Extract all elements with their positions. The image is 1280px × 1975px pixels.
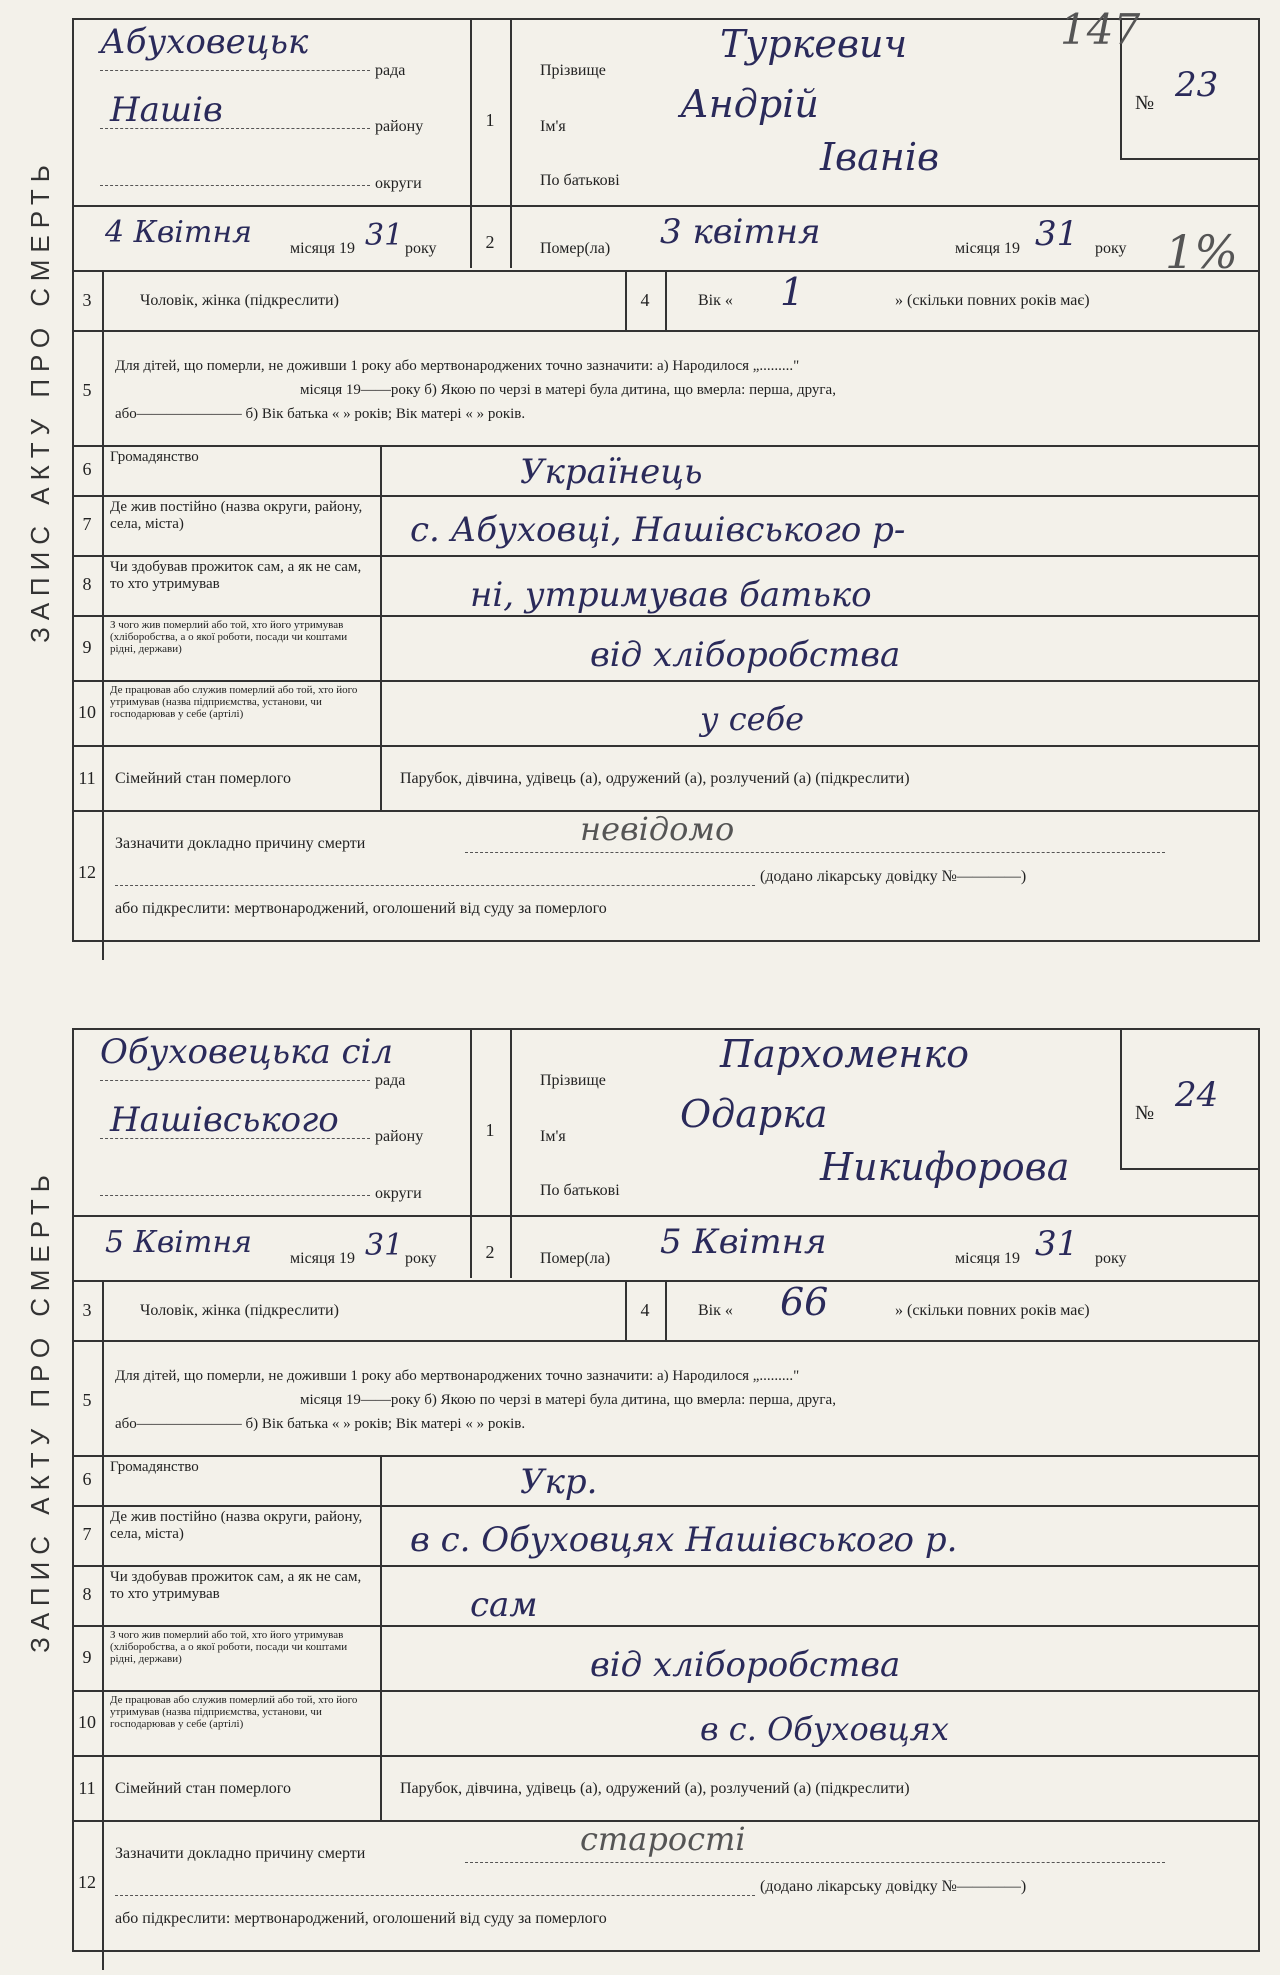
- roku-label: року: [405, 1250, 437, 1267]
- name-value: Андрій: [680, 82, 819, 126]
- divider: [72, 1625, 1260, 1627]
- number-value: 23: [1175, 65, 1219, 105]
- rada-line: [100, 70, 370, 71]
- divider: [72, 205, 1260, 207]
- corner-mark: 147: [1060, 5, 1141, 54]
- divider: [510, 1028, 512, 1278]
- stillborn-note: або підкреслити: мертвонароджений, оголошений від суду за померлого: [115, 1910, 607, 1927]
- marital-options: Парубок, дівчина, удівець (а), одружений (а), розлучений (а) (підкреслити): [400, 770, 910, 787]
- name-label: Ім'я: [540, 1128, 566, 1145]
- number-label: №: [1135, 92, 1155, 114]
- row-number: 1: [485, 110, 495, 130]
- raion-label: району: [375, 1128, 424, 1145]
- row-number: 1: [485, 1120, 495, 1140]
- raion-value: Нашів: [110, 90, 223, 130]
- patronymic-label: По батькові: [540, 172, 620, 189]
- row-number: 9: [82, 1646, 92, 1667]
- age-tail: » (скільки повних років має): [895, 292, 1090, 309]
- raion-value: Нашівського: [110, 1100, 339, 1140]
- cause-value: невідомо: [580, 810, 735, 848]
- row-number: 5: [82, 1390, 92, 1410]
- doctor-note: (додано лікарську довідку №————): [760, 1878, 1027, 1895]
- divider: [72, 330, 1260, 332]
- row-number: 9: [82, 636, 92, 657]
- pomer-label: Помер(ла): [540, 240, 611, 257]
- residence-value: в с. Обуховцях Нашівського р.: [410, 1520, 958, 1560]
- work-label: Де працював або служив померлий або той, хто його утримував (назва підприємства, установи, чи господарював у себе (артілі): [110, 1694, 358, 1730]
- row-number: 8: [82, 574, 92, 594]
- row5-line-a: Для дітей, що померли, не доживши 1 року або мертвонароджених точно зазначити: а) Народилося „.........": [115, 358, 800, 374]
- name-value: Одарка: [680, 1092, 828, 1136]
- row-number: 10: [78, 1711, 96, 1732]
- divider: [665, 1280, 667, 1340]
- divider: [72, 1215, 1260, 1217]
- day-value: 4 Квітня: [105, 215, 252, 250]
- row-number: 12: [78, 1872, 96, 1892]
- pomer-label: Помер(ла): [540, 1250, 611, 1267]
- row-number: 6: [82, 459, 92, 479]
- work-value: у себе: [700, 700, 805, 738]
- cause-value: старості: [580, 1820, 746, 1858]
- row-number: 8: [82, 1584, 92, 1604]
- divider: [470, 18, 472, 268]
- citizenship-label: Громадянство: [110, 449, 199, 465]
- cause-line-2: [115, 1895, 755, 1896]
- income-label: З чого жив померлий або той, хто його утримував (хліборобства, а о якої роботи, посади чи коштами рідні, держави): [110, 619, 348, 655]
- income-label: З чого жив померлий або той, хто його утримував (хліборобства, а о якої роботи, посади чи коштами рідні, держави): [110, 1629, 348, 1665]
- divider: [665, 270, 667, 330]
- death-roku-label: року: [1095, 1250, 1127, 1267]
- row-number: 3: [82, 290, 92, 310]
- rada-value: Обуховецька сіл: [100, 1032, 394, 1072]
- death-record-1: [0, 0, 1280, 965]
- support-label: Чи здобував прожиток сам, а як не сам, то хто утримував: [110, 559, 362, 592]
- doctor-note: (додано лікарську довідку №————): [760, 868, 1027, 885]
- sex-label: Чоловік, жінка (підкреслити): [140, 1302, 339, 1319]
- cause-label: Зазначити докладно причину смерти: [115, 835, 366, 852]
- raion-line: [100, 128, 370, 129]
- cause-line: [465, 1862, 1165, 1863]
- death-day-value: 5 Квітня: [660, 1222, 827, 1262]
- divider: [72, 1340, 1260, 1342]
- side-title-text: ЗАПИС АКТУ ПРО СМЕРТЬ: [24, 1167, 55, 1653]
- marital-label: Сімейний стан померлого: [115, 1780, 291, 1797]
- work-value: в с. Обуховцях: [700, 1710, 949, 1748]
- month-label: місяця 19: [290, 1250, 355, 1267]
- age-value: 66: [780, 1280, 829, 1324]
- form-frame: [72, 1028, 1260, 1952]
- row-number: 10: [78, 701, 96, 722]
- residence-value: с. Абуховці, Нашівського р-: [410, 510, 906, 550]
- row-number: 7: [82, 1524, 92, 1544]
- divider: [1120, 1168, 1260, 1170]
- side-title: [14, 40, 66, 760]
- raion-line: [100, 1138, 370, 1139]
- okruhy-line: [100, 1195, 370, 1196]
- divider: [1120, 158, 1260, 160]
- income-value: від хліборобства: [590, 635, 901, 675]
- stillborn-note: або підкреслити: мертвонароджений, оголошений від суду за померлого: [115, 900, 607, 917]
- row-number: 12: [78, 862, 96, 882]
- income-value: від хліборобства: [590, 1645, 901, 1685]
- death-day-value: 3 квітня: [660, 212, 821, 252]
- okruhy-line: [100, 185, 370, 186]
- patronymic-value: Іванів: [820, 135, 940, 179]
- death-month-label: місяця 19: [955, 1250, 1020, 1267]
- side-title: [14, 1050, 66, 1770]
- row-number: 4: [640, 290, 650, 310]
- residence-label: Де жив постійно (назва округи, району, села, міста): [110, 1509, 363, 1542]
- divider: [72, 1505, 1260, 1507]
- year-value: 31: [365, 218, 404, 253]
- rada-label: рада: [375, 1072, 406, 1089]
- divider: [510, 18, 512, 268]
- row-number: 2: [485, 1242, 495, 1262]
- sex-label: Чоловік, жінка (підкреслити): [140, 292, 339, 309]
- row-number: 3: [82, 1300, 92, 1320]
- divider: [72, 495, 1260, 497]
- row5-line-a: Для дітей, що померли, не доживши 1 року або мертвонароджених точно зазначити: а) Народилося „.........": [115, 1368, 800, 1384]
- death-record-2: [0, 1010, 1280, 1975]
- rada-label: рада: [375, 62, 406, 79]
- age-label: Вік «: [698, 292, 733, 309]
- surname-label: Прізвище: [540, 62, 606, 79]
- row5-line-b: місяця 19——року б) Якою по черзі в матері була дитина, що вмерла: перша, друга,: [300, 1392, 836, 1408]
- day-value: 5 Квітня: [105, 1225, 252, 1260]
- row-number: 11: [78, 768, 96, 788]
- divider: [380, 445, 382, 745]
- surname-value: Пархоменко: [720, 1032, 970, 1076]
- death-year-value: 31: [1035, 1224, 1079, 1264]
- age-label: Вік «: [698, 1302, 733, 1319]
- rada-value: Абуховецьк: [100, 22, 309, 62]
- number-label: №: [1135, 1102, 1155, 1124]
- divider: [72, 555, 1260, 557]
- death-year-value: 31: [1035, 214, 1079, 254]
- row-number: 11: [78, 1778, 96, 1798]
- row5-line-c: або——————— б) Вік батька « » років; Вік матері « » років.: [115, 1416, 526, 1432]
- row-number: 6: [82, 1469, 92, 1489]
- rada-line: [100, 1080, 370, 1081]
- margin-mark: 1%: [1165, 225, 1238, 279]
- row5-line-c: або——————— б) Вік батька « » років; Вік матері « » років.: [115, 406, 526, 422]
- citizenship-value: Українець: [520, 452, 703, 492]
- support-value: сам: [470, 1585, 538, 1625]
- divider: [72, 1755, 1260, 1757]
- marital-label: Сімейний стан померлого: [115, 770, 291, 787]
- row5-line-b: місяця 19——року б) Якою по черзі в матері була дитина, що вмерла: перша, друга,: [300, 382, 836, 398]
- divider: [72, 445, 1260, 447]
- okruhy-label: округи: [375, 1185, 422, 1202]
- surname-value: Туркевич: [720, 22, 908, 66]
- divider: [72, 1565, 1260, 1567]
- month-label: місяця 19: [290, 240, 355, 257]
- citizenship-value: Укр.: [520, 1462, 598, 1502]
- marital-options: Парубок, дівчина, удівець (а), одружений (а), розлучений (а) (підкреслити): [400, 1780, 910, 1797]
- cause-line-2: [115, 885, 755, 886]
- patronymic-value: Никифорова: [820, 1145, 1070, 1189]
- patronymic-label: По батькові: [540, 1182, 620, 1199]
- divider: [380, 745, 382, 810]
- raion-label: району: [375, 118, 424, 135]
- age-value: 1: [780, 270, 805, 314]
- divider: [380, 1755, 382, 1820]
- work-label: Де працював або служив померлий або той, хто його утримував (назва підприємства, установи, чи господарював у себе (артілі): [110, 684, 358, 720]
- row-number: 2: [485, 232, 495, 252]
- side-title-text: ЗАПИС АКТУ ПРО СМЕРТЬ: [24, 157, 55, 643]
- row-number: 5: [82, 380, 92, 400]
- support-value: ні, утримував батько: [470, 575, 872, 615]
- cause-line: [465, 852, 1165, 853]
- okruhy-label: округи: [375, 175, 422, 192]
- surname-label: Прізвище: [540, 1072, 606, 1089]
- row-number: 7: [82, 514, 92, 534]
- row-number: 4: [640, 1300, 650, 1320]
- year-value: 31: [365, 1228, 404, 1263]
- roku-label: року: [405, 240, 437, 257]
- residence-label: Де жив постійно (назва округи, району, села, міста): [110, 499, 363, 532]
- divider: [72, 745, 1260, 747]
- cause-label: Зазначити докладно причину смерти: [115, 1845, 366, 1862]
- age-tail: » (скільки повних років має): [895, 1302, 1090, 1319]
- death-roku-label: року: [1095, 240, 1127, 257]
- divider: [72, 680, 1260, 682]
- divider: [72, 615, 1260, 617]
- name-label: Ім'я: [540, 118, 566, 135]
- death-month-label: місяця 19: [955, 240, 1020, 257]
- divider: [72, 1690, 1260, 1692]
- divider: [72, 1455, 1260, 1457]
- citizenship-label: Громадянство: [110, 1459, 199, 1475]
- divider: [380, 1455, 382, 1755]
- support-label: Чи здобував прожиток сам, а як не сам, то хто утримував: [110, 1569, 362, 1602]
- number-value: 24: [1175, 1075, 1219, 1115]
- divider: [470, 1028, 472, 1278]
- divider: [1120, 1028, 1122, 1168]
